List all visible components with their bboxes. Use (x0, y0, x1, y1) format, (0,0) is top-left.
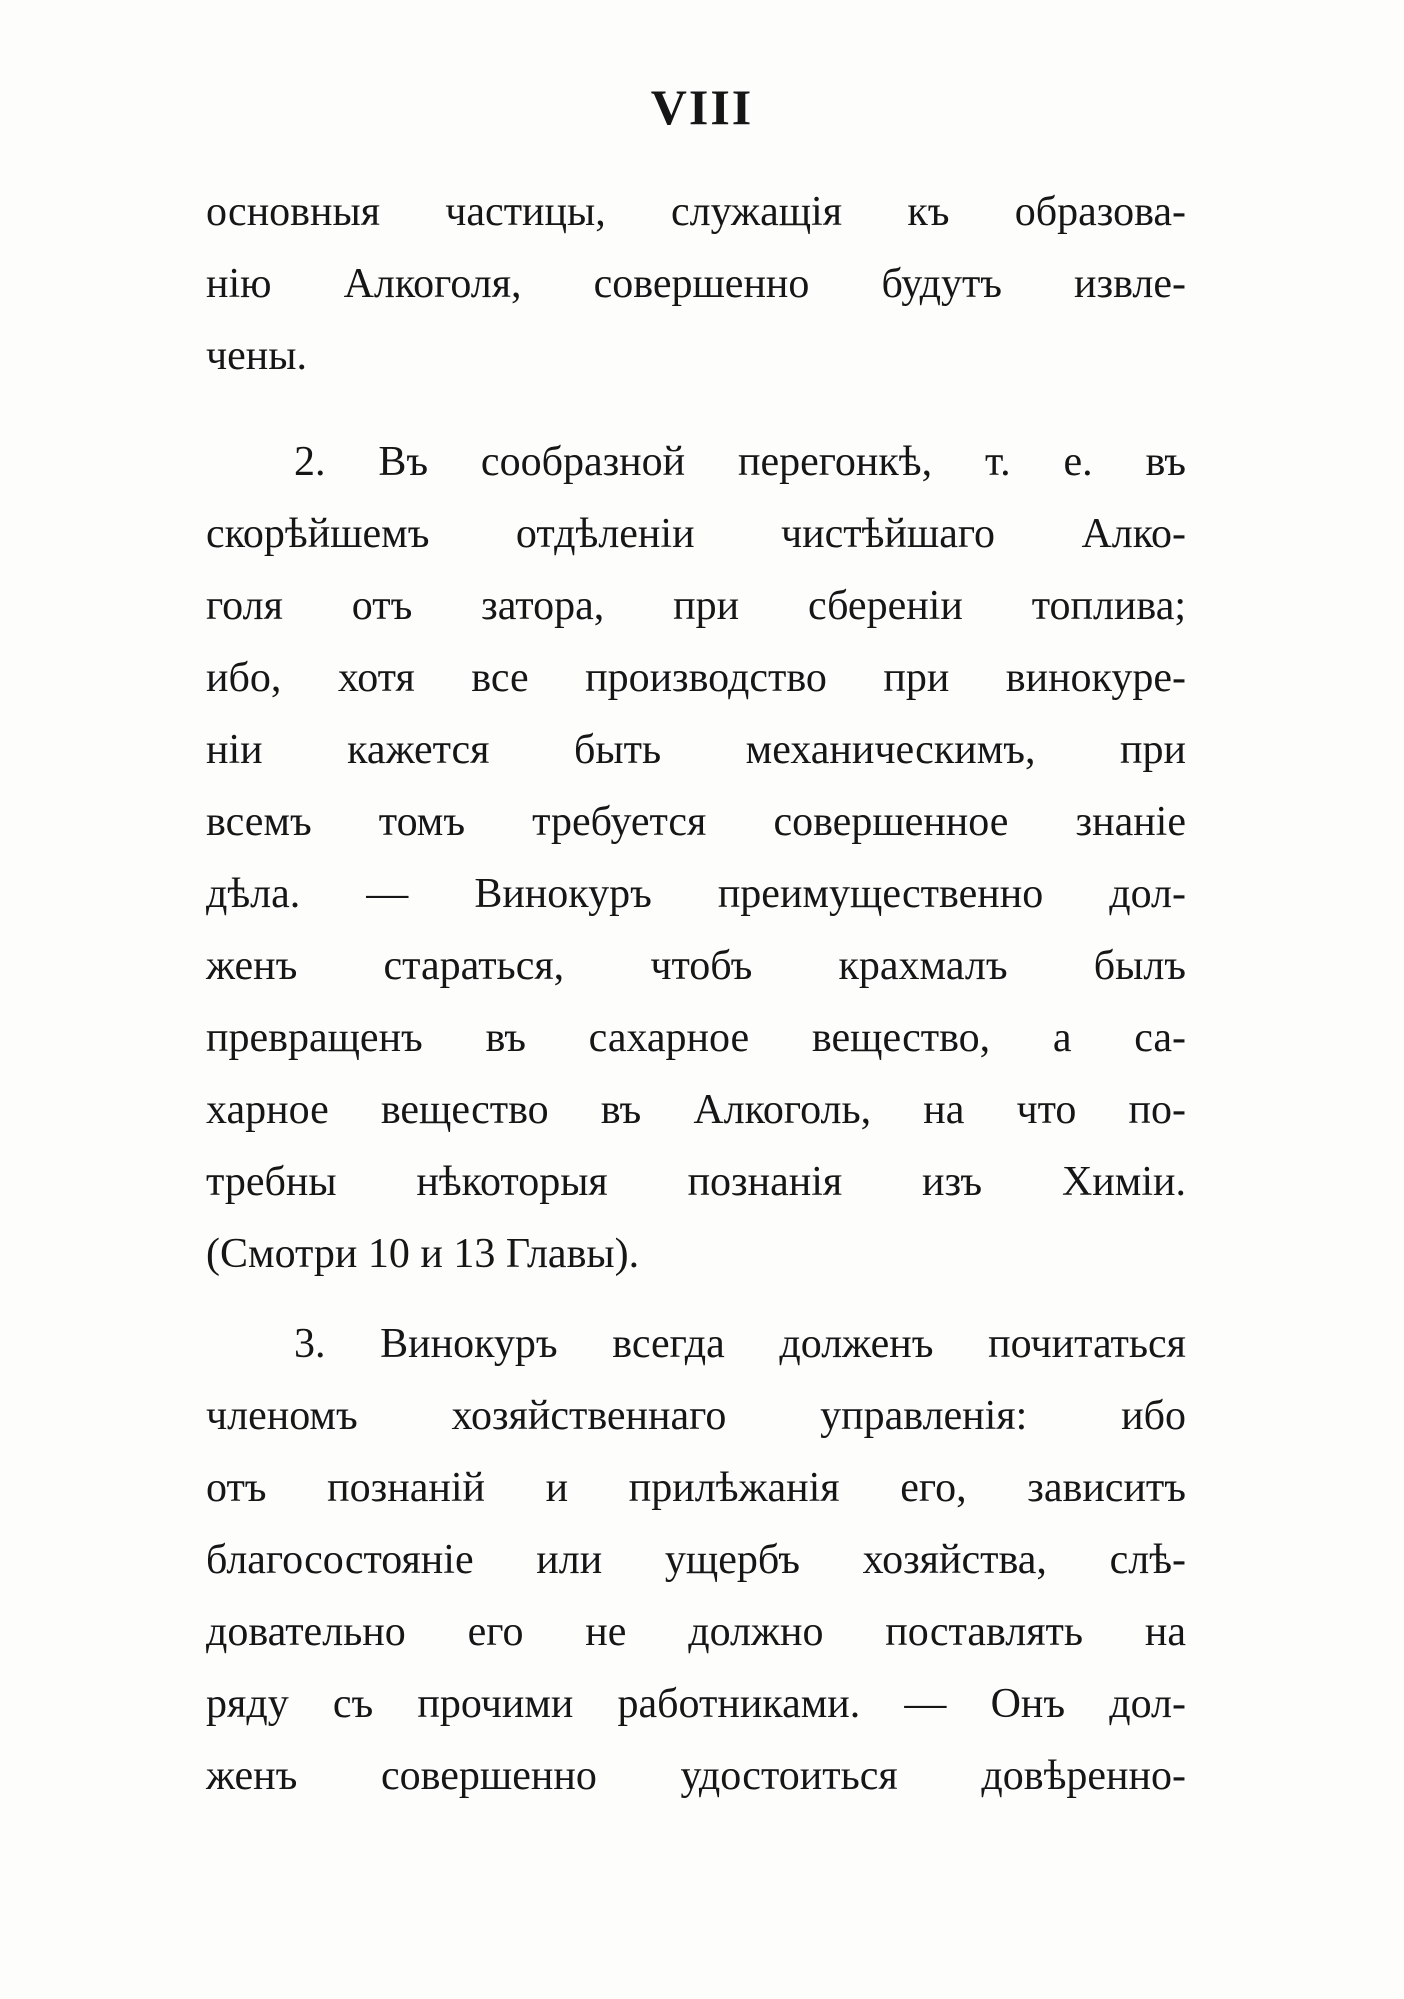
text-line: нію Алкоголя, совершенно будутъ извле- (206, 261, 1186, 307)
text-line: благосостояніе или ущербъ хозяйства, слѣ- (206, 1537, 1186, 1583)
paragraph-3 (206, 1308, 1186, 1812)
text-line: 3. Винокуръ всегда долженъ почитаться (294, 1321, 1186, 1367)
text-line: довательно его не должно поставлять на (206, 1609, 1186, 1655)
text-line: превращенъ въ сахарное вещество, а са- (206, 1015, 1186, 1061)
text-line: отъ познаній и прилѣжанія его, зависитъ (206, 1465, 1186, 1511)
text-line: членомъ хозяйственнаго управленія: ибо (206, 1393, 1186, 1439)
text-line: скорѣйшемъ отдѣленіи чистѣйшаго Алко- (206, 511, 1186, 557)
text-line: чены. (206, 333, 307, 379)
text-line: харное вещество въ Алкоголь, на что по- (206, 1087, 1186, 1133)
text-line: требны нѣкоторыя познанія изъ Химіи. (206, 1159, 1186, 1205)
page-number: VIII (650, 79, 754, 135)
text-line: ряду съ прочими работниками. — Онъ дол- (206, 1681, 1186, 1727)
paragraph-2 (206, 426, 1186, 1290)
text-line: женъ стараться, чтобъ крахмалъ былъ (206, 943, 1186, 989)
text-line: 2. Въ сообразной перегонкѣ, т. е. въ (294, 439, 1186, 485)
text-line: ибо, хотя все производство при винокуре- (206, 655, 1186, 701)
paragraph-1 (206, 176, 1186, 392)
text-line: всемъ томъ требуется совершенное знаніе (206, 799, 1186, 845)
text-line: женъ совершенно удостоиться довѣренно- (206, 1753, 1186, 1799)
text-line: ніи кажется быть механическимъ, при (206, 727, 1186, 773)
text-line: голя отъ затора, при сбереніи топлива; (206, 583, 1186, 629)
text-line: (Смотри 10 и 13 Главы). (206, 1231, 640, 1277)
text-line: основныя частицы, служащія къ образова- (206, 189, 1186, 235)
text-line: дѣла. — Винокуръ преимущественно дол- (206, 871, 1186, 917)
